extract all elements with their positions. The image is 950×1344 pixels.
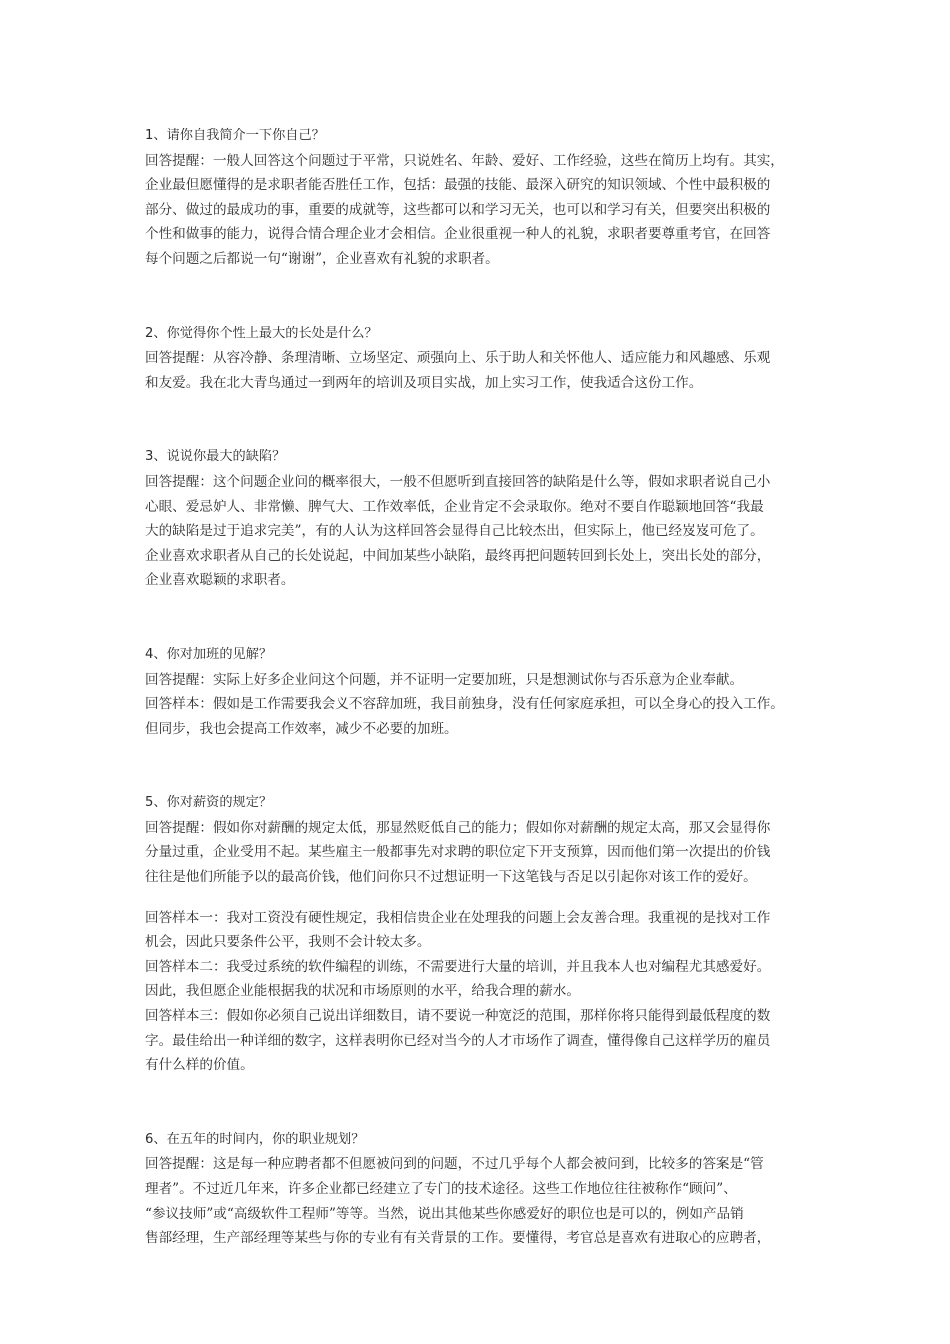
section-1 bbox=[145, 124, 817, 272]
paragraph-spacer bbox=[145, 890, 817, 906]
answer-line: 回答提醒：这个问题企业问的概率很大，一般不但愿听到直接回答的缺陷是什么等，假如求职者说自己小 bbox=[145, 473, 771, 490]
section-6 bbox=[145, 1128, 817, 1251]
sample-answer-line: 回答样本三：假如你必须自己说出详细数目，请不要说一种宽泛的范围，那样你将只能得到最低程度的数 bbox=[145, 1008, 771, 1025]
answer-line: 分量过重，企业受用不起。某些雇主一般都事先对求聘的职位定下开支预算，因而他们第一次提出的价钱 bbox=[145, 844, 771, 861]
question-heading: 3、说说你最大的缺陷？ bbox=[145, 449, 286, 465]
section-spacer bbox=[145, 593, 817, 643]
sample-answer-line: 因此，我但愿企业能根据我的状况和市场原则的水平，给我合理的薪水。 bbox=[145, 983, 580, 1000]
answer-line: 售部经理，生产部经理等某些与你的专业有有关背景的工作。要懂得，考官总是喜欢有进取心的应聘者， bbox=[145, 1230, 771, 1247]
section-2 bbox=[145, 322, 817, 396]
answer-line: 但同步，我也会提高工作效率，减少不必要的加班。 bbox=[145, 720, 458, 737]
section-spacer bbox=[145, 1078, 817, 1128]
answer-line: 企业喜欢求职者从自己的长处说起，中间加某些小缺陷，最终再把问题转回到长处上，突出长处的部分， bbox=[145, 547, 771, 564]
question-heading: 4、你对加班的见解？ bbox=[145, 646, 273, 662]
section-spacer bbox=[145, 272, 817, 322]
sample-answer-line: 有什么样的价值。 bbox=[145, 1057, 254, 1074]
answer-line: 回答提醒：实际上好多企业问这个问题，并不证明一定要加班，只是想测试你与否乐意为企业奉献。 bbox=[145, 671, 744, 688]
answer-line: 个性和做事的能力，说得合情合理企业才会相信。企业很重视一种人的礼貌，求职者要尊重考官，在回答 bbox=[145, 226, 771, 243]
section-4 bbox=[145, 643, 817, 741]
document-body bbox=[145, 124, 817, 1251]
answer-line: 回答提醒：一般人回答这个问题过于平常，只说姓名、年龄、爱好、工作经验，这些在简历上均有。其实， bbox=[145, 152, 784, 169]
sample-answer-line: 回答样本二：我受过系统的软件编程的训练，不需要进行大量的培训，并且我本人也对编程尤其感爱好。 bbox=[145, 958, 771, 975]
sample-answer-line: 机会，因此只要条件公平，我则不会计较太多。 bbox=[145, 934, 431, 951]
answer-line: 企业喜欢聪颖的求职者。 bbox=[145, 572, 295, 589]
answer-line: 往往是他们所能予以的最高价钱，他们问你只不过想证明一下这笔钱与否足以引起你对该工作的爱好。 bbox=[145, 869, 757, 886]
section-5 bbox=[145, 791, 817, 1078]
answer-line: 心眼、爱忌妒人、非常懒、脾气大、工作效率低，企业肯定不会录取你。绝对不要自作聪颖地回答“我最 bbox=[145, 498, 764, 515]
answer-line: 和友爱。我在北大青鸟通过一到两年的培训及项目实战，加上实习工作，使我适合这份工作。 bbox=[145, 374, 703, 391]
question-heading: 6、在五年的时间内，你的职业规划？ bbox=[145, 1131, 365, 1147]
answer-line: 回答提醒：假如你对薪酬的规定太低，那显然贬低自己的能力；假如你对薪酬的规定太高，那又会显得你 bbox=[145, 819, 771, 836]
question-heading: 5、你对薪资的规定？ bbox=[145, 795, 273, 811]
answer-line: 每个问题之后都说一句“谢谢”，企业喜欢有礼貌的求职者。 bbox=[145, 250, 499, 267]
answer-line: 部分、做过的最成功的事，重要的成就等，这些都可以和学习无关，也可以和学习有关，但要突出积极的 bbox=[145, 201, 771, 218]
answer-line: 回答提醒：从容冷静、条理清晰、立场坚定、顽强向上、乐于助人和关怀他人、适应能力和风趣感、乐观 bbox=[145, 350, 771, 367]
answer-line: 企业最但愿懂得的是求职者能否胜任工作，包括：最强的技能、最深入研究的知识领域、个性中最积极的 bbox=[145, 177, 771, 194]
answer-line: “参议技师”或“高级软件工程师”等等。当然，说出其他某些你感爱好的职位也是可以的，例如产品销 bbox=[145, 1205, 744, 1222]
question-heading: 2、你觉得你个性上最大的长处是什么？ bbox=[145, 325, 378, 341]
answer-line: 理者”。不过近几年来，许多企业都已经建立了专门的技术途径。这些工作地位往往被称作“顾问”、 bbox=[145, 1181, 737, 1197]
answer-line: 大的缺陷是过于追求完美”，有的人认为这样回答会显得自己比较杰出，但实际上，他已经岌岌可危了。 bbox=[145, 523, 764, 540]
answer-line: 回答样本：假如是工作需要我会义不容辞加班，我目前独身，没有任何家庭承担，可以全身心的投入工作。 bbox=[145, 696, 784, 713]
section-spacer bbox=[145, 741, 817, 791]
answer-line: 回答提醒：这是每一种应聘者都不但愿被问到的问题，不过几乎每个人都会被问到，比较多的答案是“管 bbox=[145, 1156, 764, 1173]
section-spacer bbox=[145, 395, 817, 445]
section-3 bbox=[145, 445, 817, 593]
question-heading: 1、请你自我简介一下你自己？ bbox=[145, 128, 325, 143]
sample-answer-line: 回答样本一：我对工资没有硬性规定，我相信贵企业在处理我的问题上会友善合理。我重视的是找对工作 bbox=[145, 909, 771, 926]
sample-answer-line: 字。最佳给出一种详细的数字，这样表明你已经对当今的人才市场作了调查，懂得像自己这样学历的雇员 bbox=[145, 1032, 771, 1049]
